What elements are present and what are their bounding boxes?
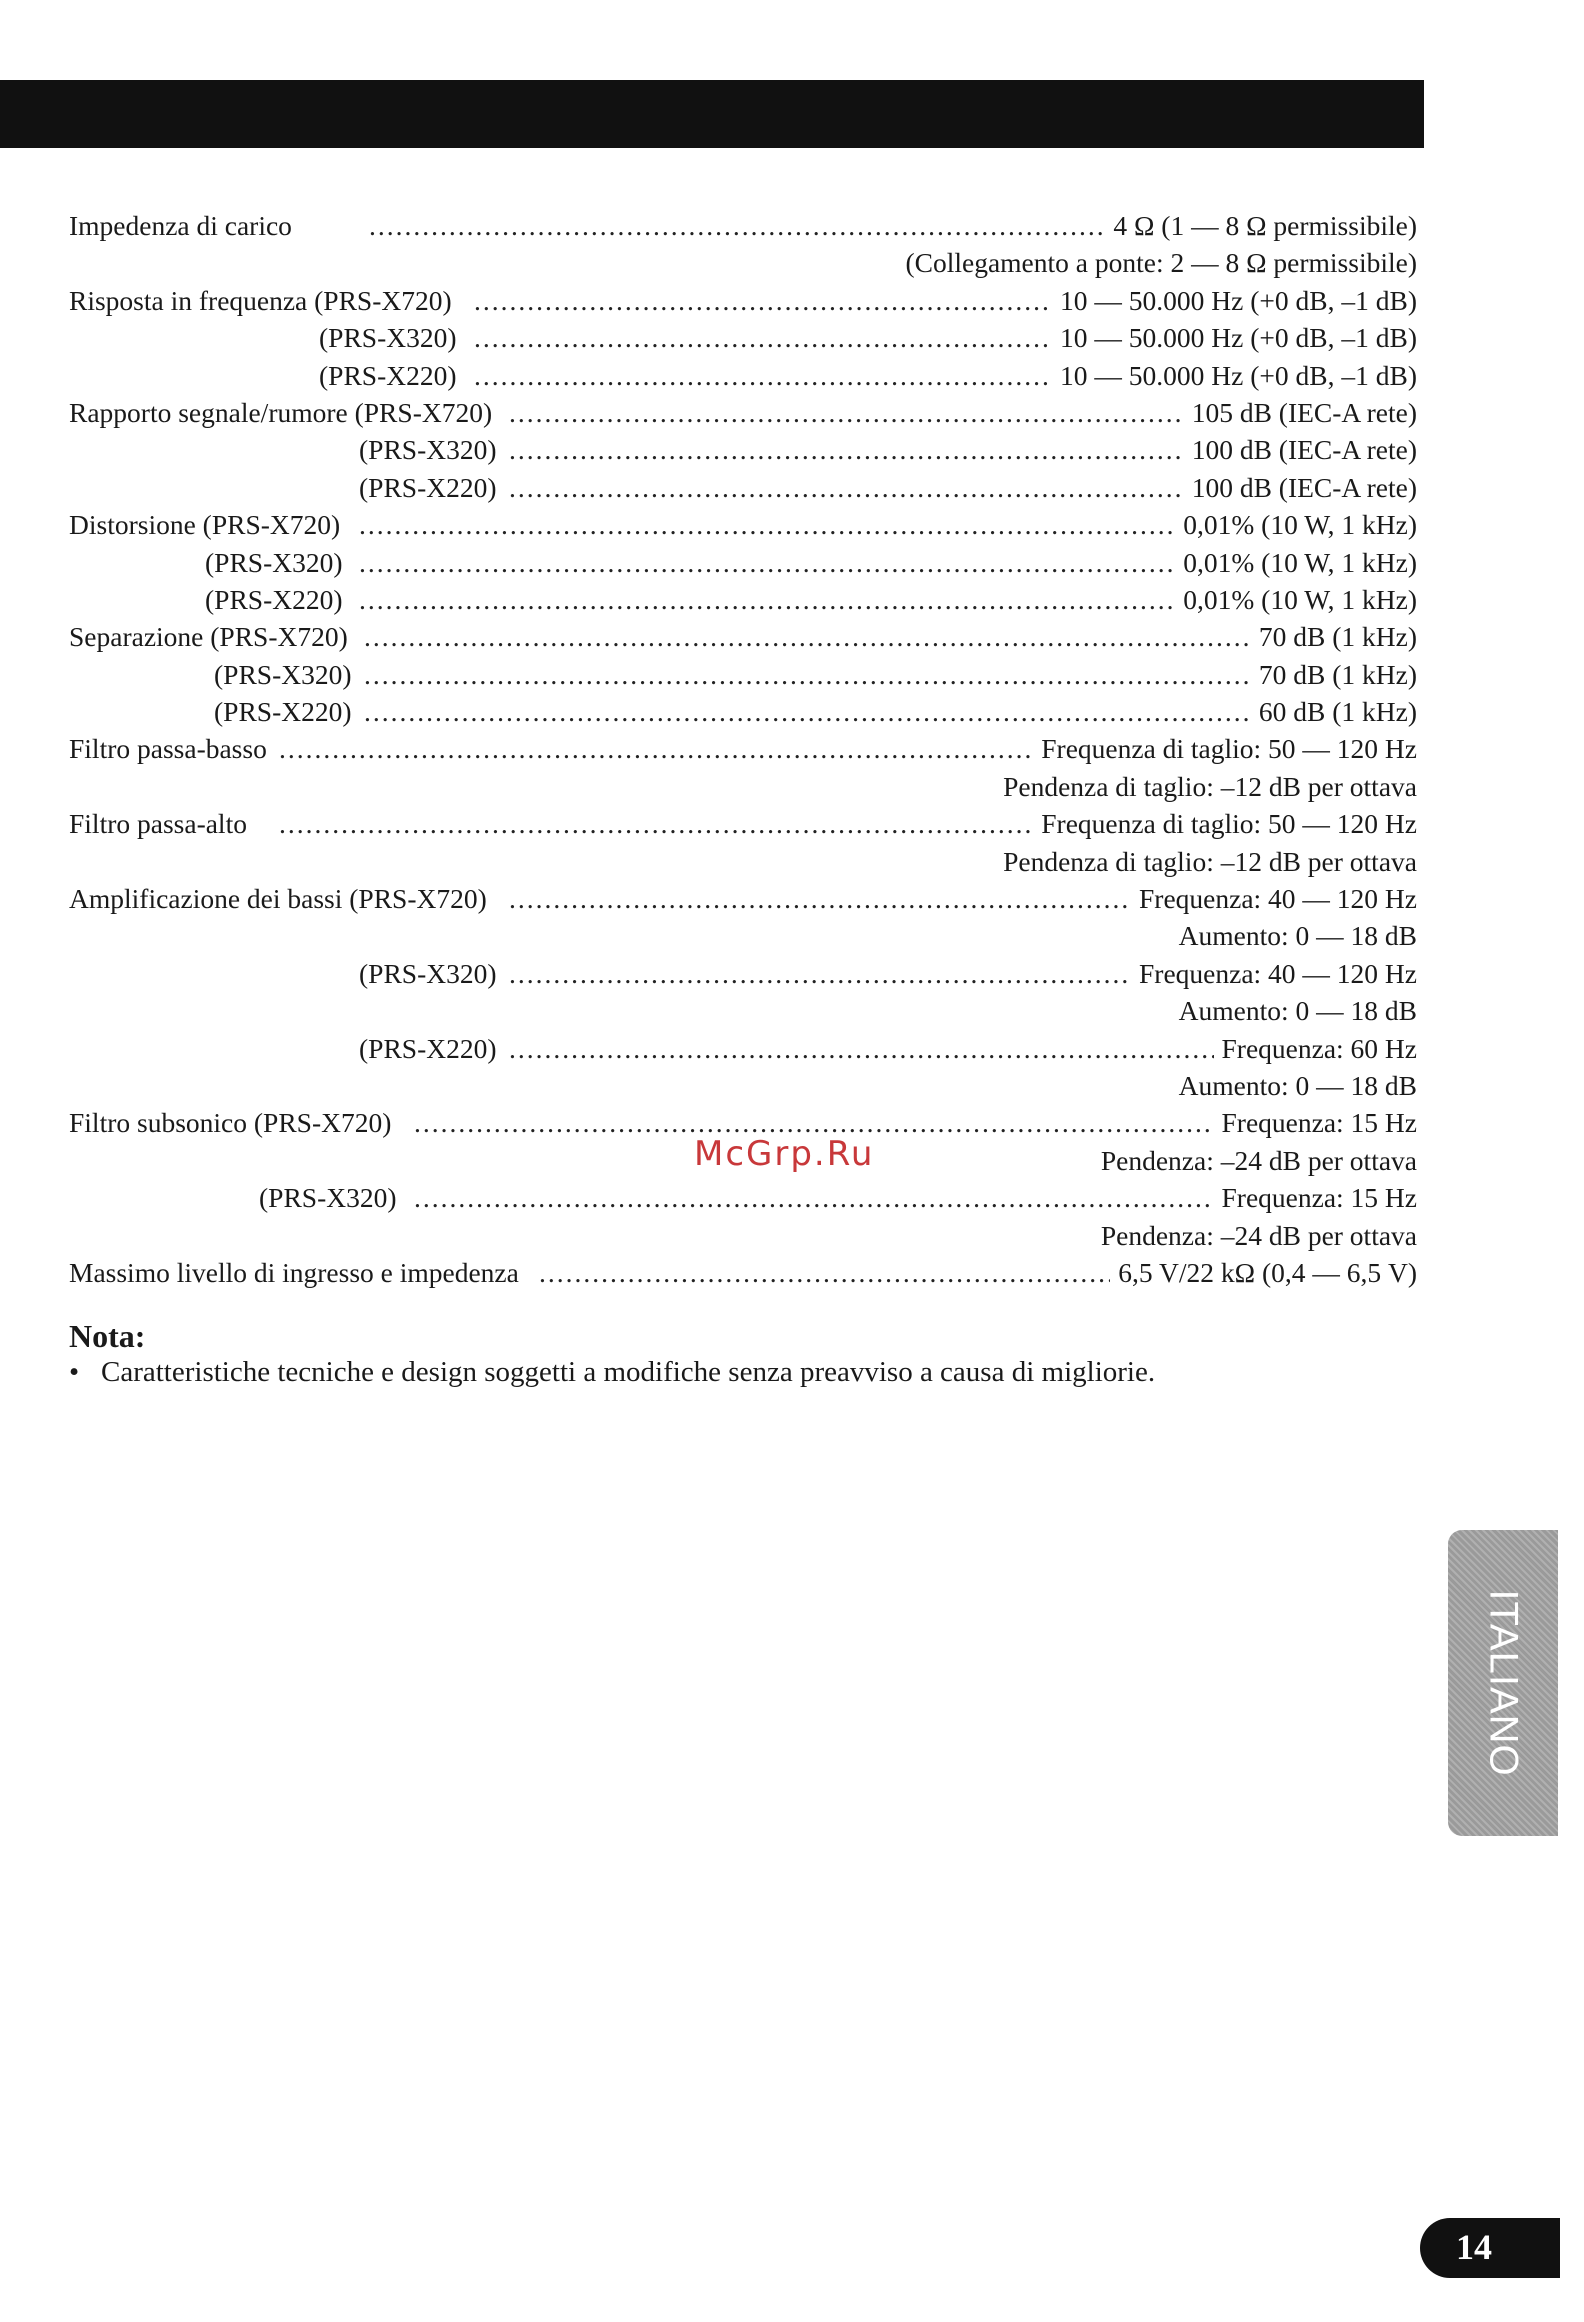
spec-value: Frequenza: 60 Hz <box>1214 1030 1417 1067</box>
spec-row <box>69 282 1417 319</box>
spec-row <box>69 992 1417 1029</box>
spec-value: 60 dB (1 kHz) <box>1251 693 1417 730</box>
spec-row <box>69 506 1417 543</box>
spec-row <box>69 805 1417 842</box>
spec-value: 4 Ω (1 — 8 Ω permissibile) <box>1105 207 1417 244</box>
spec-row <box>69 581 1417 618</box>
spec-row <box>69 544 1417 581</box>
spec-value: (Collegamento a ponte: 2 — 8 Ω permissibile) <box>897 244 1417 281</box>
spec-label: Massimo livello di ingresso e impedenza <box>69 1254 531 1291</box>
spec-label: Amplificazione dei bassi (PRS-X720) <box>69 880 499 917</box>
spec-row <box>69 656 1417 693</box>
page-number: 14 <box>1456 2227 1492 2267</box>
spec-value: Frequenza di taglio: 50 — 120 Hz <box>1033 730 1417 767</box>
spec-value: 100 dB (IEC-A rete) <box>1184 469 1417 506</box>
spec-label: Separazione (PRS-X720) <box>69 618 360 655</box>
note-heading: Nota: <box>69 1318 146 1354</box>
spec-value: Aumento: 0 — 18 dB <box>1171 1067 1417 1104</box>
spec-value: Pendenza: –24 dB per ottava <box>1093 1142 1417 1179</box>
spec-row <box>69 768 1417 805</box>
spec-label: Distorsione (PRS-X720) <box>69 506 352 543</box>
spec-row <box>69 1179 1417 1216</box>
spec-value: Frequenza: 15 Hz <box>1214 1104 1417 1141</box>
spec-label: (PRS-X220) <box>359 469 509 506</box>
spec-label: (PRS-X320) <box>205 544 355 581</box>
spec-value: Frequenza: 40 — 120 Hz <box>1131 880 1417 917</box>
spec-row <box>69 843 1417 880</box>
header-bar <box>0 80 1424 148</box>
spec-row <box>69 730 1417 767</box>
spec-value: Frequenza: 15 Hz <box>1214 1179 1417 1216</box>
spec-row <box>69 917 1417 954</box>
spec-row <box>69 357 1417 394</box>
watermark-text: McGrp.Ru <box>694 1134 875 1174</box>
spec-label: Filtro subsonico (PRS-X720) <box>69 1104 403 1141</box>
spec-value: Frequenza: 40 — 120 Hz <box>1131 955 1417 992</box>
spec-label: (PRS-X220) <box>319 357 469 394</box>
spec-value: Frequenza di taglio: 50 — 120 Hz <box>1033 805 1417 842</box>
spec-row <box>69 693 1417 730</box>
spec-row <box>69 394 1417 431</box>
spec-value: 100 dB (IEC-A rete) <box>1184 431 1417 468</box>
spec-value: Aumento: 0 — 18 dB <box>1171 917 1417 954</box>
spec-label: Filtro passa-basso <box>69 730 279 767</box>
spec-value: 0,01% (10 W, 1 kHz) <box>1175 581 1417 618</box>
spec-label: Risposta in frequenza (PRS-X720) <box>69 282 464 319</box>
spec-value: Pendenza: –24 dB per ottava <box>1093 1217 1417 1254</box>
spec-value: 10 — 50.000 Hz (+0 dB, –1 dB) <box>1052 357 1417 394</box>
language-tab-label: ITALIANO <box>1481 1589 1526 1777</box>
spec-value: 10 — 50.000 Hz (+0 dB, –1 dB) <box>1052 282 1417 319</box>
spec-value: Aumento: 0 — 18 dB <box>1171 992 1417 1029</box>
language-tab <box>1448 1530 1558 1836</box>
spec-label: (PRS-X220) <box>359 1030 509 1067</box>
spec-row <box>69 1030 1417 1067</box>
spec-row <box>69 955 1417 992</box>
spec-label: Impedenza di carico <box>69 207 304 244</box>
spec-value: 0,01% (10 W, 1 kHz) <box>1175 544 1417 581</box>
spec-value: 10 — 50.000 Hz (+0 dB, –1 dB) <box>1052 319 1417 356</box>
spec-value: Pendenza di taglio: –12 dB per ottava <box>995 768 1417 805</box>
spec-row <box>69 431 1417 468</box>
spec-label: (PRS-X320) <box>259 1179 409 1216</box>
spec-label: (PRS-X220) <box>205 581 355 618</box>
spec-label: (PRS-X320) <box>359 431 509 468</box>
spec-row <box>69 319 1417 356</box>
spec-row <box>69 244 1417 281</box>
spec-row <box>69 207 1417 244</box>
page-number-badge <box>1420 2218 1560 2278</box>
spec-list <box>69 207 1417 1291</box>
spec-row <box>69 469 1417 506</box>
spec-row <box>69 1254 1417 1291</box>
spec-row <box>69 618 1417 655</box>
spec-label: (PRS-X220) <box>214 693 364 730</box>
spec-value: 105 dB (IEC-A rete) <box>1184 394 1417 431</box>
bullet-icon: • <box>69 1356 80 1388</box>
spec-value: Pendenza di taglio: –12 dB per ottava <box>995 843 1417 880</box>
spec-label: (PRS-X320) <box>319 319 469 356</box>
spec-label: (PRS-X320) <box>359 955 509 992</box>
spec-label: (PRS-X320) <box>214 656 364 693</box>
spec-value: 70 dB (1 kHz) <box>1251 618 1417 655</box>
note-item <box>69 1356 1155 1389</box>
spec-value: 70 dB (1 kHz) <box>1251 656 1417 693</box>
spec-row <box>69 1067 1417 1104</box>
spec-value: 0,01% (10 W, 1 kHz) <box>1175 506 1417 543</box>
spec-value: 6,5 V/22 kΩ (0,4 — 6,5 V) <box>1110 1254 1417 1291</box>
spec-row <box>69 880 1417 917</box>
spec-label: Filtro passa-alto <box>69 805 259 842</box>
spec-row <box>69 1217 1417 1254</box>
note-text: Caratteristiche tecniche e design soggetti a modifiche senza preavviso a causa di migliorie. <box>101 1356 1156 1388</box>
spec-label: Rapporto segnale/rumore (PRS-X720) <box>69 394 504 431</box>
